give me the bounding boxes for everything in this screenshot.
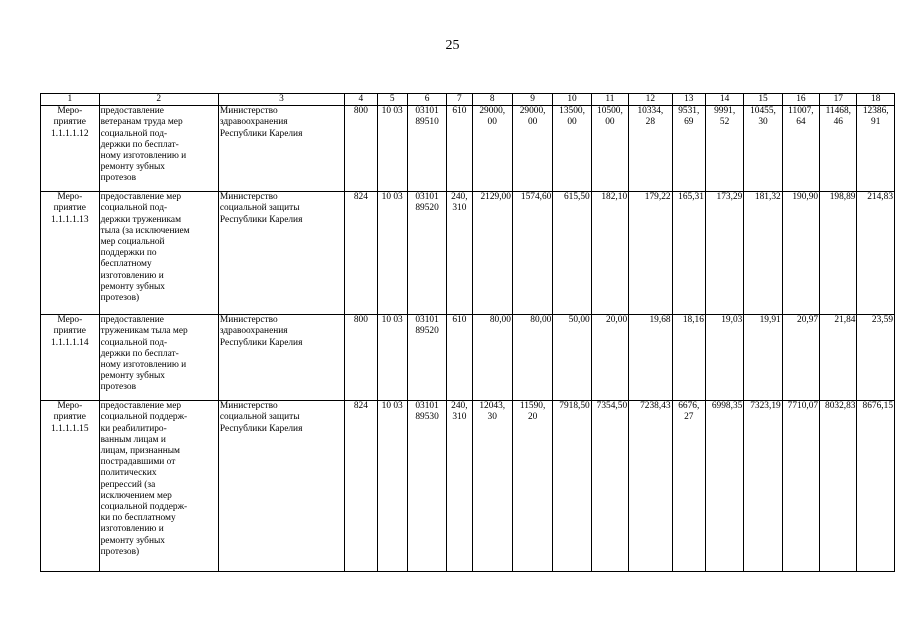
amount-cell: 13500, 00: [553, 106, 591, 192]
amount-cell: 20,00: [591, 315, 628, 401]
amount-cell: 11590, 20: [512, 401, 552, 572]
column-header: 7: [447, 94, 472, 106]
table-body: [41, 106, 895, 572]
amount-cell: 190,90: [782, 192, 819, 315]
amount-cell: 10500, 00: [591, 106, 628, 192]
budget-code-cell: 10 03: [377, 315, 407, 401]
column-header: 9: [512, 94, 552, 106]
page-number: 25: [445, 38, 460, 53]
event-description-cell: предоставление мер социальной поддерж- ки реабилитиро- ванным лицам и лицам, признанным пострадавшими от политических репрессий (за исключением мер социальной поддерж- ки по бесплатному изготовлению и ремонту зубных протезов): [99, 401, 218, 572]
table-row: [41, 401, 895, 572]
amount-cell: 7238,43: [629, 401, 672, 572]
executor-cell: Министерство здравоохранения Республики Карелия: [218, 315, 344, 401]
table-row: [41, 106, 895, 192]
event-description-cell: предоставление труженикам тыла мер социальной под- держки по бесплат- ному изготовлению и ремонту зубных протезов: [99, 315, 218, 401]
budget-code-cell: 240, 310: [447, 401, 472, 572]
column-header: 2: [99, 94, 218, 106]
amount-cell: 179,22: [629, 192, 672, 315]
amount-cell: 10334, 28: [629, 106, 672, 192]
column-header: 13: [672, 94, 705, 106]
event-description-cell: предоставление мер социальной под- держки труженикам тыла (за исключением мер социальной поддержки по бесплатному изготовлению и ремонту зубных протезов): [99, 192, 218, 315]
amount-cell: 198,89: [820, 192, 857, 315]
amount-cell: 20,97: [782, 315, 819, 401]
budget-code-cell: 610: [447, 315, 472, 401]
column-header: 8: [472, 94, 512, 106]
column-header: 10: [553, 94, 591, 106]
budget-code-cell: 824: [345, 401, 377, 572]
amount-cell: 7323,19: [744, 401, 782, 572]
budget-code-cell: 03101 89520: [407, 315, 446, 401]
amount-cell: 19,68: [629, 315, 672, 401]
budget-code-cell: 10 03: [377, 401, 407, 572]
amount-cell: 9531, 69: [672, 106, 705, 192]
amount-cell: 6998,35: [705, 401, 743, 572]
amount-cell: 12043, 30: [472, 401, 512, 572]
amount-cell: 7710,07: [782, 401, 819, 572]
event-code-cell: Меро- приятие 1.1.1.1.15: [41, 401, 100, 572]
column-header: 18: [857, 94, 895, 106]
column-header: 1: [41, 94, 100, 106]
amount-cell: 80,00: [512, 315, 552, 401]
column-header: 16: [782, 94, 819, 106]
amount-cell: 18,16: [672, 315, 705, 401]
budget-code-cell: 10 03: [377, 106, 407, 192]
header-row: [41, 94, 895, 106]
amount-cell: 11007, 64: [782, 106, 819, 192]
column-header: 11: [591, 94, 628, 106]
amount-cell: 12386, 91: [857, 106, 895, 192]
amount-cell: 23,59: [857, 315, 895, 401]
amount-cell: 9991, 52: [705, 106, 743, 192]
amount-cell: 21,84: [820, 315, 857, 401]
event-description-cell: предоставление ветеранам труда мер социальной под- держки по бесплат- ному изготовлению и ремонту зубных протезов: [99, 106, 218, 192]
budget-code-cell: 800: [345, 106, 377, 192]
budget-code-cell: 03101 89530: [407, 401, 446, 572]
budget-code-cell: 03101 89520: [407, 192, 446, 315]
amount-cell: 50,00: [553, 315, 591, 401]
budget-code-cell: 824: [345, 192, 377, 315]
budget-code-cell: 240, 310: [447, 192, 472, 315]
table-row: [41, 315, 895, 401]
column-header: 15: [744, 94, 782, 106]
amount-cell: 19,03: [705, 315, 743, 401]
executor-cell: Министерство социальной защиты Республики Карелия: [218, 401, 344, 572]
column-header: 14: [705, 94, 743, 106]
amount-cell: 10455, 30: [744, 106, 782, 192]
amount-cell: 182,10: [591, 192, 628, 315]
executor-cell: Министерство социальной защиты Республики Карелия: [218, 192, 344, 315]
amount-cell: 7354,50: [591, 401, 628, 572]
amount-cell: 165,31: [672, 192, 705, 315]
amount-cell: 615,50: [553, 192, 591, 315]
amount-cell: 8676,15: [857, 401, 895, 572]
budget-code-cell: 800: [345, 315, 377, 401]
budget-code-cell: 03101 89510: [407, 106, 446, 192]
event-code-cell: Меро- приятие 1.1.1.1.14: [41, 315, 100, 401]
executor-cell: Министерство здравоохранения Республики Карелия: [218, 106, 344, 192]
amount-cell: 2129,00: [472, 192, 512, 315]
column-header: 12: [629, 94, 672, 106]
budget-table: [40, 93, 895, 572]
amount-cell: 80,00: [472, 315, 512, 401]
amount-cell: 173,29: [705, 192, 743, 315]
amount-cell: 1574,60: [512, 192, 552, 315]
column-header: 5: [377, 94, 407, 106]
amount-cell: 19,91: [744, 315, 782, 401]
column-header: 3: [218, 94, 344, 106]
amount-cell: 8032,83: [820, 401, 857, 572]
amount-cell: 181,32: [744, 192, 782, 315]
amount-cell: 7918,50: [553, 401, 591, 572]
amount-cell: 6676, 27: [672, 401, 705, 572]
event-code-cell: Меро- приятие 1.1.1.1.13: [41, 192, 100, 315]
budget-code-cell: 10 03: [377, 192, 407, 315]
amount-cell: 29000, 00: [472, 106, 512, 192]
column-header: 4: [345, 94, 377, 106]
table-row: [41, 192, 895, 315]
budget-code-cell: 610: [447, 106, 472, 192]
column-header: 17: [820, 94, 857, 106]
amount-cell: 11468, 46: [820, 106, 857, 192]
event-code-cell: Меро- приятие 1.1.1.1.12: [41, 106, 100, 192]
column-header: 6: [407, 94, 446, 106]
amount-cell: 214,83: [857, 192, 895, 315]
amount-cell: 29000, 00: [512, 106, 552, 192]
